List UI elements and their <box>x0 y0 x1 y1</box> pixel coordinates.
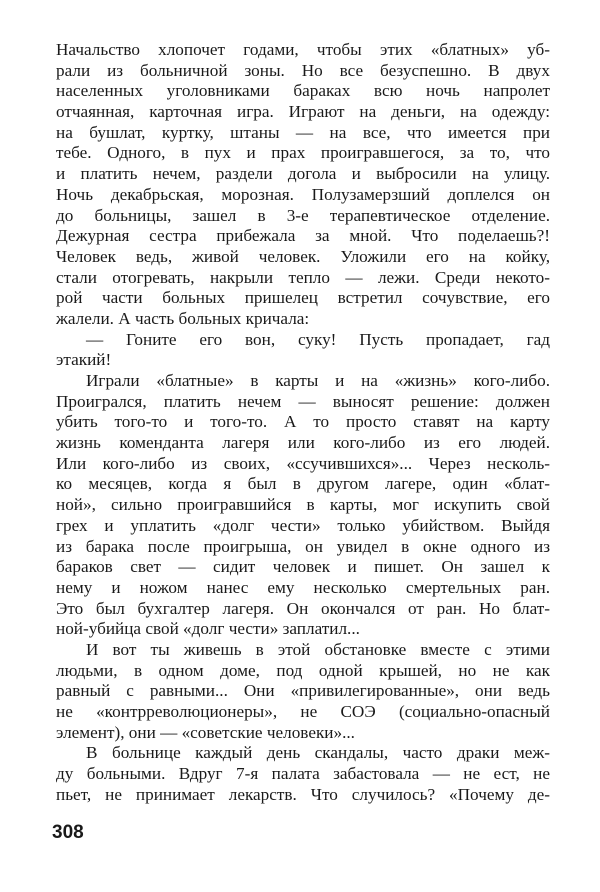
text-line: равный с равными... Они «привилегированные», они ведь <box>56 681 550 701</box>
text-line: элемент), они — «советские человеки»... <box>56 722 355 742</box>
text-line: Или кого-либо из своих, «ссучившихся»... Через несколь- <box>56 453 550 473</box>
text-line: на бушлат, куртку, штаны — на все, что имеется при <box>56 122 550 142</box>
text-line: пьет, не принимает лекарств. Что случилось? «Почему де- <box>56 784 550 804</box>
text-line: бараков свет — сидит человек и пишет. Он зашел к <box>56 557 550 577</box>
text-line: ной-убийца свой «долг чести» заплатил... <box>56 619 360 639</box>
text-line: ной», сильно проигравшийся в карты, мог искупить свой <box>56 495 550 515</box>
text-line: нему и ножом нанес ему несколько смертельных ран. <box>56 577 550 597</box>
text-line: отчаянная, карточная игра. Играют на деньги, на одежду: <box>56 102 550 122</box>
text-line: жалели. А часть больных кричала: <box>56 308 310 328</box>
text-line: Проигрался, платить нечем — выносят решение: должен <box>56 391 550 411</box>
text-line: ду больными. Вдруг 7-я палата забастовала — не ест, не <box>56 764 550 784</box>
text-line: Начальство хлопочет годами, чтобы этих «блатных» уб- <box>56 40 550 59</box>
page-text <box>56 40 550 805</box>
text-line: И вот ты живешь в этой обстановке вместе с этими <box>86 639 550 659</box>
text-line: рой части больных пришелец встретил сочувствие, его <box>56 288 550 308</box>
text-line: этакий! <box>56 350 112 370</box>
text-line: — Гоните его вон, суку! Пусть пропадает, гад <box>86 329 550 349</box>
text-line: грех и уплатить «долг чести» только убийством. Выйдя <box>56 515 550 535</box>
text-line: людьми, в одном доме, под одной крышей, но не как <box>56 660 550 680</box>
text-line: и платить нечем, раздели догола и выбросили на улицу. <box>56 164 550 184</box>
text-line: Ночь декабрьская, морозная. Полузамерзший доплелся он <box>56 184 550 204</box>
text-line: из барака после проигрыша, он увидел в окне одного из <box>56 536 550 556</box>
text-line: Дежурная сестра прибежала за мной. Что поделаешь?! <box>56 226 550 246</box>
text-line: ко месяцев, когда я был в другом лагере, один «блат- <box>56 474 550 494</box>
text-line: В больнице каждый день скандалы, часто драки меж- <box>86 743 550 763</box>
text-line: убить того-то и того-то. А то просто ставят на карту <box>56 412 550 432</box>
page-number: 308 <box>52 822 84 843</box>
text-line: Это был бухгалтер лагеря. Он окончался от ран. Но блат- <box>56 598 550 618</box>
text-line: тебе. Одного, в пух и прах проигравшегося, за то, что <box>56 143 550 163</box>
text-line: Играли «блатные» в карты и на «жизнь» кого-либо. <box>86 371 550 390</box>
text-line: до больницы, зашел в 3-е терапевтическое отделение. <box>56 205 550 225</box>
text-line: не «контрреволюционеры», не СОЭ (социально-опасный <box>56 702 550 721</box>
text-line: стали отогревать, накрыли тепло — лежи. Среди некото- <box>56 267 550 287</box>
text-line: жизнь коменданта лагеря или кого-либо из его людей. <box>56 433 550 453</box>
text-line: рали из больничной зоны. Но все безуспешно. В двух <box>56 60 550 80</box>
text-line: Человек ведь, живой человек. Уложили его на койку, <box>56 246 550 266</box>
text-line: населенных уголовниками бараках всю ночь напролет <box>56 81 550 101</box>
